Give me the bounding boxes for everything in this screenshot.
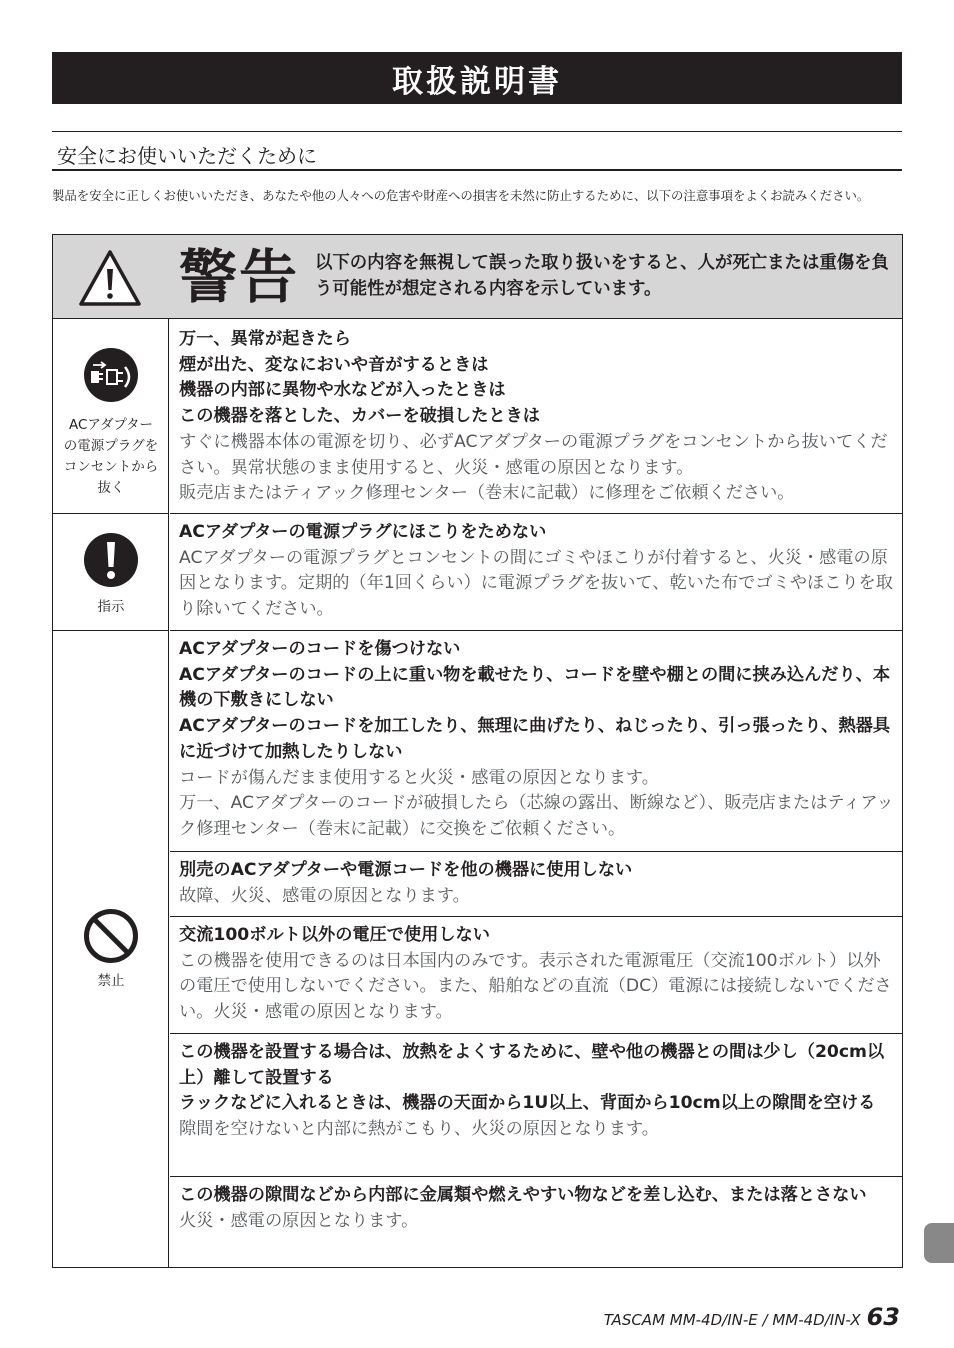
icon-label-prohibition: 禁止 — [97, 973, 125, 989]
exclamation-icon — [83, 532, 139, 588]
bold-line: この機器を設置する場合は、放熱をよくするために、壁や他の機器との間は少し（20cm以上）離して設置する — [179, 1042, 885, 1088]
bold-line: 煙が出た、変なにおいや音がするときは — [179, 354, 489, 375]
body-line: 隙間を空けないと内部に熱がこもり、火災の原因となります。 — [179, 1119, 659, 1140]
body-line: 販売店またはティアック修理センター（巻末に記載）に修理をご依頼ください。 — [179, 483, 795, 504]
page-title: 取扱説明書 — [52, 52, 902, 104]
icon-cell-unplug — [53, 319, 169, 514]
bold-line: この機器を落とした、カバーを破損したときは — [179, 406, 540, 427]
section-rule-top — [52, 131, 902, 132]
warning-table — [52, 234, 903, 1268]
bold-line: ACアダプターのコードを傷つけない — [179, 639, 461, 659]
bold-line: ACアダプターのコードを加工したり、無理に曲げたり、ねじったり、引っ張ったり、熱器具に近づけて加熱したりしない — [179, 716, 891, 762]
unplug-icon — [83, 347, 139, 403]
warning-block-installation — [170, 1034, 902, 1177]
warning-description: 以下の内容を無視して誤った取り扱いをすると、人が死亡または重傷を負う可能性が想定される内容を示しています。 — [315, 253, 889, 299]
warning-block-dust — [170, 514, 902, 631]
warning-block-abnormal — [170, 319, 902, 514]
warning-block-cord — [170, 631, 902, 852]
bold-line: 機器の内部に異物や水などが入ったときは — [179, 380, 506, 401]
warning-heading: 警告 — [179, 243, 300, 311]
footer-product: TASCAM MM-4D/IN-E / MM-4D/IN-X — [603, 1311, 861, 1329]
body-line: この機器を使用できるのは日本国内のみです。表示された電源電圧（交流100ボルト）以外の電圧で使用しないでください。また、船舶などの直流（DC）電源には接続しないでください。火災・感電の原因となります。 — [179, 950, 892, 1023]
body-line: 火災・感電の原因となります。 — [179, 1210, 419, 1231]
footer — [604, 1303, 900, 1331]
icon-cell-instruction — [53, 514, 169, 631]
bold-line: 交流100ボルト以外の電圧で使用しない — [179, 925, 490, 945]
body-line: ACアダプターの電源プラグとコンセントの間にゴミやほこりが付着すると、火災・感電の原因となります。定期的（年1回くらい）に電源プラグを抜いて、乾いた布でゴミやほこりを取り除いてください。 — [179, 547, 893, 620]
body-line: 万一、ACアダプターのコードが破損したら（芯線の露出、断線など）、販売店またはティアック修理センター（巻末に記載）に交換をご依頼ください。 — [179, 793, 894, 839]
side-tab — [924, 1223, 954, 1263]
warning-block-other-device — [170, 852, 902, 917]
warning-triangle-icon — [78, 249, 142, 307]
bold-line: 万一、異常が起きたら — [179, 329, 351, 349]
icon-cell-prohibition — [53, 631, 169, 1267]
prohibition-icon — [83, 908, 139, 964]
body-line: コードが傷んだまま使用すると火災・感電の原因となります。 — [179, 767, 659, 788]
bold-line: ACアダプターの電源プラグにほこりをためない — [179, 522, 547, 542]
warning-header — [53, 235, 902, 319]
icon-label-instruction: 指示 — [97, 599, 125, 615]
icon-label-unplug: ACアダプターの電源プラグをコンセントから抜く — [63, 417, 159, 496]
bold-line: 別売のACアダプターや電源コードを他の機器に使用しない — [179, 860, 633, 880]
warning-block-voltage — [170, 917, 902, 1034]
intro-text: 製品を安全に正しくお使いいただき、あなたや他の人々への危害や財産への損害を未然に防止するために、以下の注意事項をよくお読みください。 — [52, 188, 870, 203]
bold-line: この機器の隙間などから内部に金属類や燃えやすい物などを差し込む、または落とさない — [179, 1185, 867, 1205]
section-rule-bottom — [52, 169, 902, 171]
section-title: 安全にお使いいただくために — [57, 144, 317, 168]
warning-block-foreign-objects — [170, 1177, 902, 1267]
bold-line: ラックなどに入れるときは、機器の天面から1U以上、背面から10cm以上の隙間を空ける — [179, 1093, 876, 1114]
body-line: すぐに機器本体の電源を切り、必ずACアダプターの電源プラグをコンセントから抜いてください。異常状態のまま使用すると、火災・感電の原因となります。 — [179, 431, 888, 478]
page-number: 63 — [866, 1303, 900, 1331]
body-line: 故障、火災、感電の原因となります。 — [179, 885, 470, 906]
bold-line: ACアダプターのコードの上に重い物を載せたり、コードを壁や棚との間に挟み込んだり、本機の下敷きにしない — [179, 664, 891, 711]
